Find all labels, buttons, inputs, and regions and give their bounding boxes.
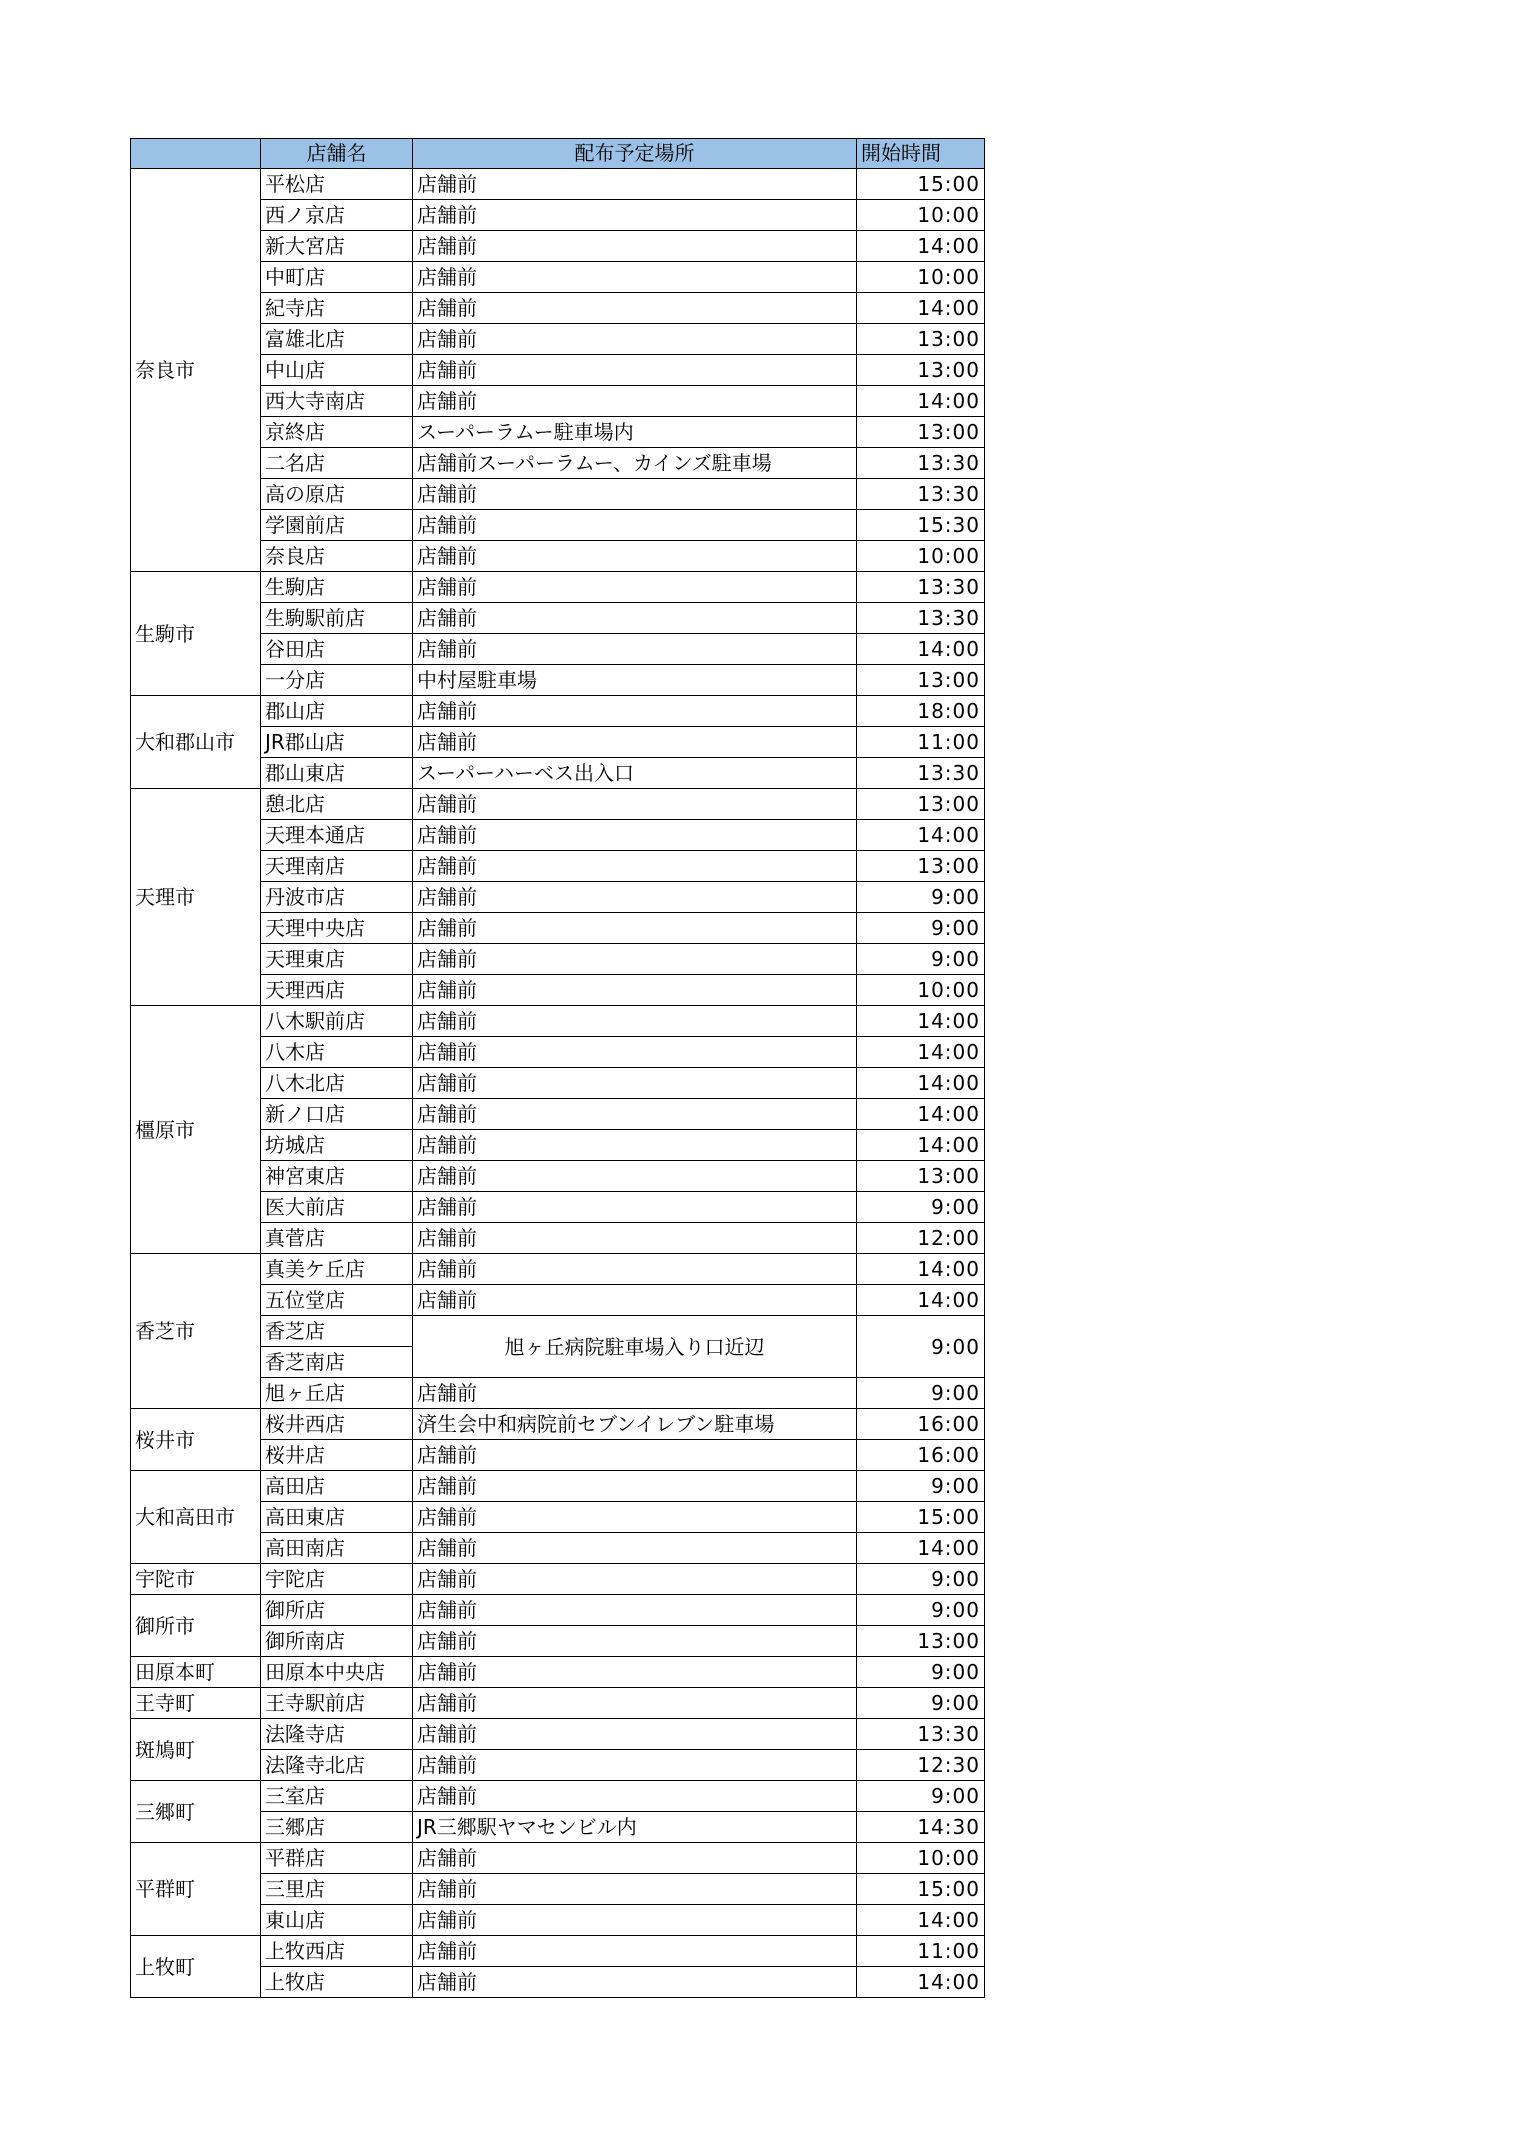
distribution-place-cell: 店舗前 bbox=[413, 1781, 857, 1812]
store-name-cell: 香芝店 bbox=[261, 1316, 413, 1347]
store-name-cell: 天理西店 bbox=[261, 975, 413, 1006]
header-city bbox=[131, 139, 261, 169]
header-row bbox=[131, 139, 985, 169]
store-name-cell: 郡山店 bbox=[261, 696, 413, 727]
distribution-place-cell: 店舗前 bbox=[413, 1967, 857, 1998]
start-time-cell: 13:30 bbox=[857, 603, 985, 634]
store-name-cell: 上牧店 bbox=[261, 1967, 413, 1998]
store-name-cell: 憩北店 bbox=[261, 789, 413, 820]
table-row bbox=[131, 1688, 985, 1719]
distribution-place-cell: 店舗前 bbox=[413, 789, 857, 820]
store-name-cell: 二名店 bbox=[261, 448, 413, 479]
store-name-cell: 富雄北店 bbox=[261, 324, 413, 355]
table-row bbox=[131, 1719, 985, 1750]
distribution-place-cell: 店舗前 bbox=[413, 231, 857, 262]
store-name-cell: 法隆寺店 bbox=[261, 1719, 413, 1750]
store-name-cell: 中町店 bbox=[261, 262, 413, 293]
store-name-cell: 御所南店 bbox=[261, 1626, 413, 1657]
city-cell: 桜井市 bbox=[131, 1409, 261, 1471]
table-row bbox=[131, 1657, 985, 1688]
start-time-cell: 9:00 bbox=[857, 944, 985, 975]
start-time-cell: 9:00 bbox=[857, 1781, 985, 1812]
start-time-cell: 13:00 bbox=[857, 665, 985, 696]
store-name-cell: 神宮東店 bbox=[261, 1161, 413, 1192]
distribution-place-cell: 店舗前 bbox=[413, 1068, 857, 1099]
distribution-place-cell: 店舗前 bbox=[413, 696, 857, 727]
distribution-place-cell: 店舗前 bbox=[413, 1285, 857, 1316]
store-name-cell: 御所店 bbox=[261, 1595, 413, 1626]
distribution-place-cell: 店舗前 bbox=[413, 1161, 857, 1192]
start-time-cell: 10:00 bbox=[857, 200, 985, 231]
distribution-place-cell: 旭ヶ丘病院駐車場入り口近辺 bbox=[413, 1316, 857, 1378]
distribution-place-cell: JR三郷駅ヤマセンビル内 bbox=[413, 1812, 857, 1843]
city-cell: 香芝市 bbox=[131, 1254, 261, 1409]
distribution-place-cell: 店舗前 bbox=[413, 882, 857, 913]
store-name-cell: 天理南店 bbox=[261, 851, 413, 882]
store-name-cell: 八木駅前店 bbox=[261, 1006, 413, 1037]
city-cell: 斑鳩町 bbox=[131, 1719, 261, 1781]
store-name-cell: 桜井店 bbox=[261, 1440, 413, 1471]
start-time-cell: 13:30 bbox=[857, 479, 985, 510]
distribution-place-cell: 店舗前 bbox=[413, 1037, 857, 1068]
city-cell: 大和郡山市 bbox=[131, 696, 261, 789]
start-time-cell: 13:30 bbox=[857, 758, 985, 789]
table-row bbox=[131, 1471, 985, 1502]
table-header bbox=[131, 139, 985, 169]
start-time-cell: 18:00 bbox=[857, 696, 985, 727]
store-name-cell: 法隆寺北店 bbox=[261, 1750, 413, 1781]
distribution-place-cell: スーパーハーベス出入口 bbox=[413, 758, 857, 789]
store-name-cell: 新大宮店 bbox=[261, 231, 413, 262]
table-row bbox=[131, 1409, 985, 1440]
start-time-cell: 10:00 bbox=[857, 1843, 985, 1874]
start-time-cell: 14:00 bbox=[857, 1006, 985, 1037]
start-time-cell: 14:00 bbox=[857, 1533, 985, 1564]
store-name-cell: 天理本通店 bbox=[261, 820, 413, 851]
start-time-cell: 9:00 bbox=[857, 1564, 985, 1595]
distribution-place-cell: 店舗前 bbox=[413, 355, 857, 386]
distribution-place-cell: 店舗前 bbox=[413, 169, 857, 200]
city-cell: 大和高田市 bbox=[131, 1471, 261, 1564]
distribution-place-cell: 店舗前 bbox=[413, 727, 857, 758]
store-name-cell: 上牧西店 bbox=[261, 1936, 413, 1967]
distribution-place-cell: 店舗前 bbox=[413, 1471, 857, 1502]
table-row bbox=[131, 1936, 985, 1967]
start-time-cell: 9:00 bbox=[857, 913, 985, 944]
start-time-cell: 13:00 bbox=[857, 1626, 985, 1657]
distribution-place-cell: 店舗前 bbox=[413, 1874, 857, 1905]
start-time-cell: 14:00 bbox=[857, 293, 985, 324]
start-time-cell: 13:00 bbox=[857, 789, 985, 820]
start-time-cell: 13:30 bbox=[857, 1719, 985, 1750]
store-name-cell: 天理中央店 bbox=[261, 913, 413, 944]
store-name-cell: 生駒駅前店 bbox=[261, 603, 413, 634]
start-time-cell: 11:00 bbox=[857, 1936, 985, 1967]
start-time-cell: 15:30 bbox=[857, 510, 985, 541]
start-time-cell: 12:30 bbox=[857, 1750, 985, 1781]
store-name-cell: 三室店 bbox=[261, 1781, 413, 1812]
distribution-place-cell: 店舗前 bbox=[413, 324, 857, 355]
city-cell: 御所市 bbox=[131, 1595, 261, 1657]
start-time-cell: 14:00 bbox=[857, 1285, 985, 1316]
store-name-cell: 医大前店 bbox=[261, 1192, 413, 1223]
store-name-cell: 三里店 bbox=[261, 1874, 413, 1905]
store-name-cell: 新ノ口店 bbox=[261, 1099, 413, 1130]
start-time-cell: 15:00 bbox=[857, 169, 985, 200]
city-cell: 橿原市 bbox=[131, 1006, 261, 1254]
city-cell: 奈良市 bbox=[131, 169, 261, 572]
distribution-place-cell: 店舗前 bbox=[413, 510, 857, 541]
table-row bbox=[131, 572, 985, 603]
start-time-cell: 9:00 bbox=[857, 1192, 985, 1223]
store-name-cell: 高田東店 bbox=[261, 1502, 413, 1533]
table-row bbox=[131, 1564, 985, 1595]
start-time-cell: 14:00 bbox=[857, 1905, 985, 1936]
distribution-schedule-table bbox=[130, 138, 985, 1998]
start-time-cell: 14:00 bbox=[857, 1967, 985, 1998]
distribution-place-cell: 店舗前 bbox=[413, 1626, 857, 1657]
start-time-cell: 13:00 bbox=[857, 1161, 985, 1192]
store-name-cell: 西ノ京店 bbox=[261, 200, 413, 231]
start-time-cell: 14:00 bbox=[857, 1130, 985, 1161]
distribution-place-cell: 店舗前 bbox=[413, 820, 857, 851]
table-row bbox=[131, 1781, 985, 1812]
store-name-cell: 香芝南店 bbox=[261, 1347, 413, 1378]
start-time-cell: 15:00 bbox=[857, 1502, 985, 1533]
start-time-cell: 13:30 bbox=[857, 572, 985, 603]
distribution-place-cell: 店舗前 bbox=[413, 944, 857, 975]
start-time-cell: 14:00 bbox=[857, 231, 985, 262]
table-row bbox=[131, 1006, 985, 1037]
distribution-place-cell: スーパーラムー駐車場内 bbox=[413, 417, 857, 448]
distribution-place-cell: 店舗前 bbox=[413, 1750, 857, 1781]
store-name-cell: 丹波市店 bbox=[261, 882, 413, 913]
start-time-cell: 9:00 bbox=[857, 1688, 985, 1719]
store-name-cell: 学園前店 bbox=[261, 510, 413, 541]
store-name-cell: 田原本中央店 bbox=[261, 1657, 413, 1688]
distribution-place-cell: 店舗前 bbox=[413, 603, 857, 634]
store-name-cell: 八木北店 bbox=[261, 1068, 413, 1099]
start-time-cell: 10:00 bbox=[857, 262, 985, 293]
start-time-cell: 14:00 bbox=[857, 634, 985, 665]
distribution-place-cell: 済生会中和病院前セブンイレブン駐車場 bbox=[413, 1409, 857, 1440]
start-time-cell: 16:00 bbox=[857, 1409, 985, 1440]
distribution-place-cell: 店舗前 bbox=[413, 479, 857, 510]
store-name-cell: 郡山東店 bbox=[261, 758, 413, 789]
store-name-cell: 桜井西店 bbox=[261, 1409, 413, 1440]
start-time-cell: 11:00 bbox=[857, 727, 985, 758]
store-name-cell: JR郡山店 bbox=[261, 727, 413, 758]
store-name-cell: 真菅店 bbox=[261, 1223, 413, 1254]
start-time-cell: 14:00 bbox=[857, 1254, 985, 1285]
store-name-cell: 三郷店 bbox=[261, 1812, 413, 1843]
store-name-cell: 東山店 bbox=[261, 1905, 413, 1936]
distribution-place-cell: 店舗前 bbox=[413, 1192, 857, 1223]
start-time-cell: 9:00 bbox=[857, 1316, 985, 1378]
distribution-place-cell: 店舗前 bbox=[413, 1533, 857, 1564]
store-name-cell: 平群店 bbox=[261, 1843, 413, 1874]
distribution-place-cell: 店舗前 bbox=[413, 1502, 857, 1533]
start-time-cell: 9:00 bbox=[857, 1595, 985, 1626]
header-distribution-place: 配布予定場所 bbox=[413, 139, 857, 169]
distribution-place-cell: 店舗前 bbox=[413, 1378, 857, 1409]
start-time-cell: 14:00 bbox=[857, 1068, 985, 1099]
distribution-place-cell: 店舗前 bbox=[413, 386, 857, 417]
start-time-cell: 14:00 bbox=[857, 1037, 985, 1068]
store-name-cell: 王寺駅前店 bbox=[261, 1688, 413, 1719]
start-time-cell: 13:00 bbox=[857, 324, 985, 355]
distribution-place-cell: 店舗前 bbox=[413, 1130, 857, 1161]
start-time-cell: 14:00 bbox=[857, 820, 985, 851]
distribution-place-cell: 店舗前 bbox=[413, 572, 857, 603]
city-cell: 上牧町 bbox=[131, 1936, 261, 1998]
distribution-place-cell: 店舗前 bbox=[413, 1657, 857, 1688]
start-time-cell: 12:00 bbox=[857, 1223, 985, 1254]
distribution-place-cell: 店舗前 bbox=[413, 293, 857, 324]
store-name-cell: 一分店 bbox=[261, 665, 413, 696]
store-name-cell: 五位堂店 bbox=[261, 1285, 413, 1316]
distribution-place-cell: 店舗前 bbox=[413, 1936, 857, 1967]
store-name-cell: 京終店 bbox=[261, 417, 413, 448]
distribution-place-cell: 店舗前 bbox=[413, 634, 857, 665]
store-name-cell: 谷田店 bbox=[261, 634, 413, 665]
header-store-name: 店舗名 bbox=[261, 139, 413, 169]
distribution-place-cell: 店舗前 bbox=[413, 1254, 857, 1285]
city-cell: 田原本町 bbox=[131, 1657, 261, 1688]
city-cell: 三郷町 bbox=[131, 1781, 261, 1843]
distribution-place-cell: 店舗前 bbox=[413, 1905, 857, 1936]
table-row bbox=[131, 1843, 985, 1874]
table-row bbox=[131, 789, 985, 820]
store-name-cell: 生駒店 bbox=[261, 572, 413, 603]
distribution-place-cell: 店舗前スーパーラムー、カインズ駐車場 bbox=[413, 448, 857, 479]
start-time-cell: 13:00 bbox=[857, 355, 985, 386]
start-time-cell: 9:00 bbox=[857, 882, 985, 913]
start-time-cell: 14:00 bbox=[857, 386, 985, 417]
start-time-cell: 9:00 bbox=[857, 1657, 985, 1688]
store-name-cell: 高の原店 bbox=[261, 479, 413, 510]
start-time-cell: 13:30 bbox=[857, 448, 985, 479]
city-cell: 宇陀市 bbox=[131, 1564, 261, 1595]
store-name-cell: 高田南店 bbox=[261, 1533, 413, 1564]
distribution-place-cell: 店舗前 bbox=[413, 1440, 857, 1471]
table-body bbox=[131, 169, 985, 1998]
distribution-place-cell: 店舗前 bbox=[413, 1099, 857, 1130]
start-time-cell: 14:00 bbox=[857, 1099, 985, 1130]
store-name-cell: 西大寺南店 bbox=[261, 386, 413, 417]
store-name-cell: 奈良店 bbox=[261, 541, 413, 572]
start-time-cell: 10:00 bbox=[857, 541, 985, 572]
store-name-cell: 旭ヶ丘店 bbox=[261, 1378, 413, 1409]
table-row bbox=[131, 169, 985, 200]
distribution-place-cell: 店舗前 bbox=[413, 1688, 857, 1719]
distribution-place-cell: 店舗前 bbox=[413, 975, 857, 1006]
start-time-cell: 15:00 bbox=[857, 1874, 985, 1905]
distribution-place-cell: 店舗前 bbox=[413, 1564, 857, 1595]
city-cell: 王寺町 bbox=[131, 1688, 261, 1719]
store-name-cell: 八木店 bbox=[261, 1037, 413, 1068]
store-name-cell: 高田店 bbox=[261, 1471, 413, 1502]
start-time-cell: 13:00 bbox=[857, 851, 985, 882]
city-cell: 生駒市 bbox=[131, 572, 261, 696]
distribution-place-cell: 店舗前 bbox=[413, 851, 857, 882]
city-cell: 天理市 bbox=[131, 789, 261, 1006]
distribution-place-cell: 店舗前 bbox=[413, 1595, 857, 1626]
city-cell: 平群町 bbox=[131, 1843, 261, 1936]
store-name-cell: 坊城店 bbox=[261, 1130, 413, 1161]
distribution-place-cell: 店舗前 bbox=[413, 1006, 857, 1037]
start-time-cell: 14:30 bbox=[857, 1812, 985, 1843]
table-row bbox=[131, 696, 985, 727]
start-time-cell: 9:00 bbox=[857, 1471, 985, 1502]
store-name-cell: 天理東店 bbox=[261, 944, 413, 975]
store-name-cell: 中山店 bbox=[261, 355, 413, 386]
distribution-place-cell: 店舗前 bbox=[413, 262, 857, 293]
store-name-cell: 宇陀店 bbox=[261, 1564, 413, 1595]
start-time-cell: 10:00 bbox=[857, 975, 985, 1006]
distribution-place-cell: 店舗前 bbox=[413, 541, 857, 572]
store-name-cell: 紀寺店 bbox=[261, 293, 413, 324]
distribution-place-cell: 中村屋駐車場 bbox=[413, 665, 857, 696]
start-time-cell: 13:00 bbox=[857, 417, 985, 448]
distribution-place-cell: 店舗前 bbox=[413, 913, 857, 944]
table-row bbox=[131, 1595, 985, 1626]
store-name-cell: 真美ケ丘店 bbox=[261, 1254, 413, 1285]
table-row bbox=[131, 1254, 985, 1285]
distribution-place-cell: 店舗前 bbox=[413, 1843, 857, 1874]
distribution-place-cell: 店舗前 bbox=[413, 1719, 857, 1750]
start-time-cell: 16:00 bbox=[857, 1440, 985, 1471]
distribution-place-cell: 店舗前 bbox=[413, 1223, 857, 1254]
header-start-time: 開始時間 bbox=[857, 139, 985, 169]
start-time-cell: 9:00 bbox=[857, 1378, 985, 1409]
distribution-place-cell: 店舗前 bbox=[413, 200, 857, 231]
store-name-cell: 平松店 bbox=[261, 169, 413, 200]
